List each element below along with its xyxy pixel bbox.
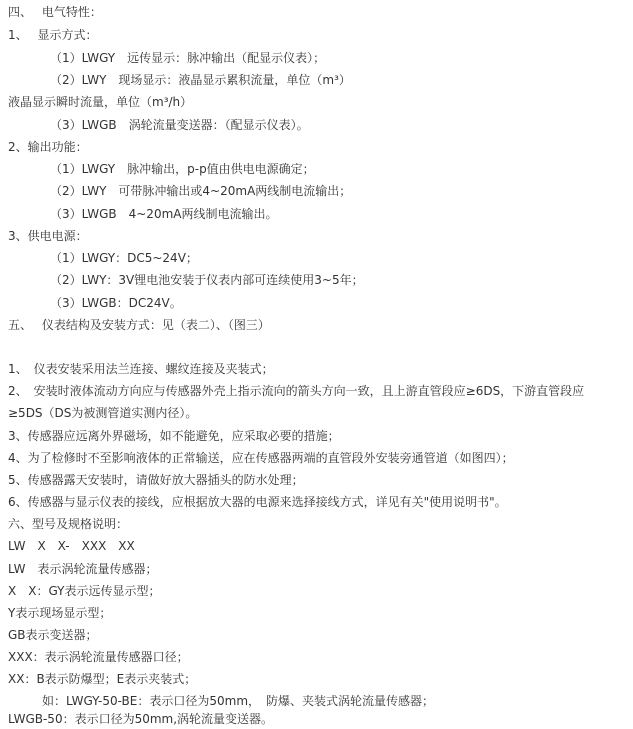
model-desc-xxx: XXX：表示涡轮流量传感器口径； <box>8 650 189 664</box>
display-item-lwgb: （3）LWGB 涡轮流量变送器：（配显示仪表）。 <box>50 118 309 132</box>
display-item-lwy-cont: 液晶显示瞬时流量，单位（m³/h） <box>8 95 193 109</box>
install-item-3: 3、传感器应远离外界磁场，如不能避免，应采取必要的措施； <box>8 429 340 443</box>
install-item-6: 6、传感器与显示仪表的接线，应根据放大器的电源来选择接线方式，详见有关"使用说明书"。 <box>8 495 507 509</box>
model-desc-gb: GB表示变送器； <box>8 628 98 642</box>
model-desc-xx: X X：GY表示远传显示型； <box>8 584 161 598</box>
install-item-2-cont: ≥5DS（DS为被测管道实测内径）。 <box>8 406 198 420</box>
model-desc-suffix: XX：B表示防爆型；E表示夹装式； <box>8 672 197 686</box>
model-desc-y: Y表示现场显示型； <box>8 606 112 620</box>
install-item-1: 1、 仪表安装采用法兰连接、螺纹连接及夹装式； <box>8 362 274 376</box>
power-item-lwy: （2）LWY：3V锂电池安装于仪表内部可连续使用3~5年； <box>50 273 364 287</box>
model-pattern: LW X X- XXX XX <box>8 539 135 553</box>
section-6-heading: 六、型号及规格说明： <box>8 517 129 531</box>
display-item-lwgy: （1）LWGY 远传显示：脉冲输出（配显示仪表）； <box>50 51 326 65</box>
model-example-1: 如：LWGY-50-BE：表示口径为50mm， 防爆、夹装式涡轮流量传感器； <box>42 694 435 708</box>
output-item-lwgb: （3）LWGB 4~20mA两线制电流输出。 <box>50 207 278 221</box>
power-item-lwgb: （3）LWGB：DC24V。 <box>50 296 182 310</box>
section-5-heading: 五、 仪表结构及安装方式：见（表二）、（图三） <box>8 318 270 332</box>
section-4-heading: 四、 电气特性： <box>8 5 102 19</box>
subsection-output: 2、输出功能： <box>8 140 88 154</box>
output-item-lwy: （2）LWY 可带脉冲输出或4~20mA两线制电流输出； <box>50 184 352 198</box>
model-example-2: LWGB-50：表示口径为50mm,涡轮流量变送器。 <box>8 712 274 726</box>
subsection-power: 3、供电电源： <box>8 229 88 243</box>
install-item-5: 5、传感器露天安装时，请做好放大器插头的防水处理； <box>8 473 304 487</box>
install-item-2: 2、 安装时液体流动方向应与传感器外壳上指示流向的箭头方向一致，且上游直管段应≥6DS，下游直管段应 <box>8 384 585 398</box>
power-item-lwgy: （1）LWGY：DC5~24V； <box>50 251 198 265</box>
install-item-4: 4、为了检修时不至影响液体的正常输送，应在传感器两端的直管段外安装旁通管道（如图四）； <box>8 451 514 465</box>
model-desc-lw: LW 表示涡轮流量传感器； <box>8 562 158 576</box>
output-item-lwgy: （1）LWGY 脉冲输出，p-p值由供电电源确定； <box>50 162 315 176</box>
display-item-lwy: （2）LWY 现场显示：液晶显示累积流量，单位（m³） <box>50 73 351 87</box>
subsection-display-mode: 1、 显示方式： <box>8 28 98 42</box>
